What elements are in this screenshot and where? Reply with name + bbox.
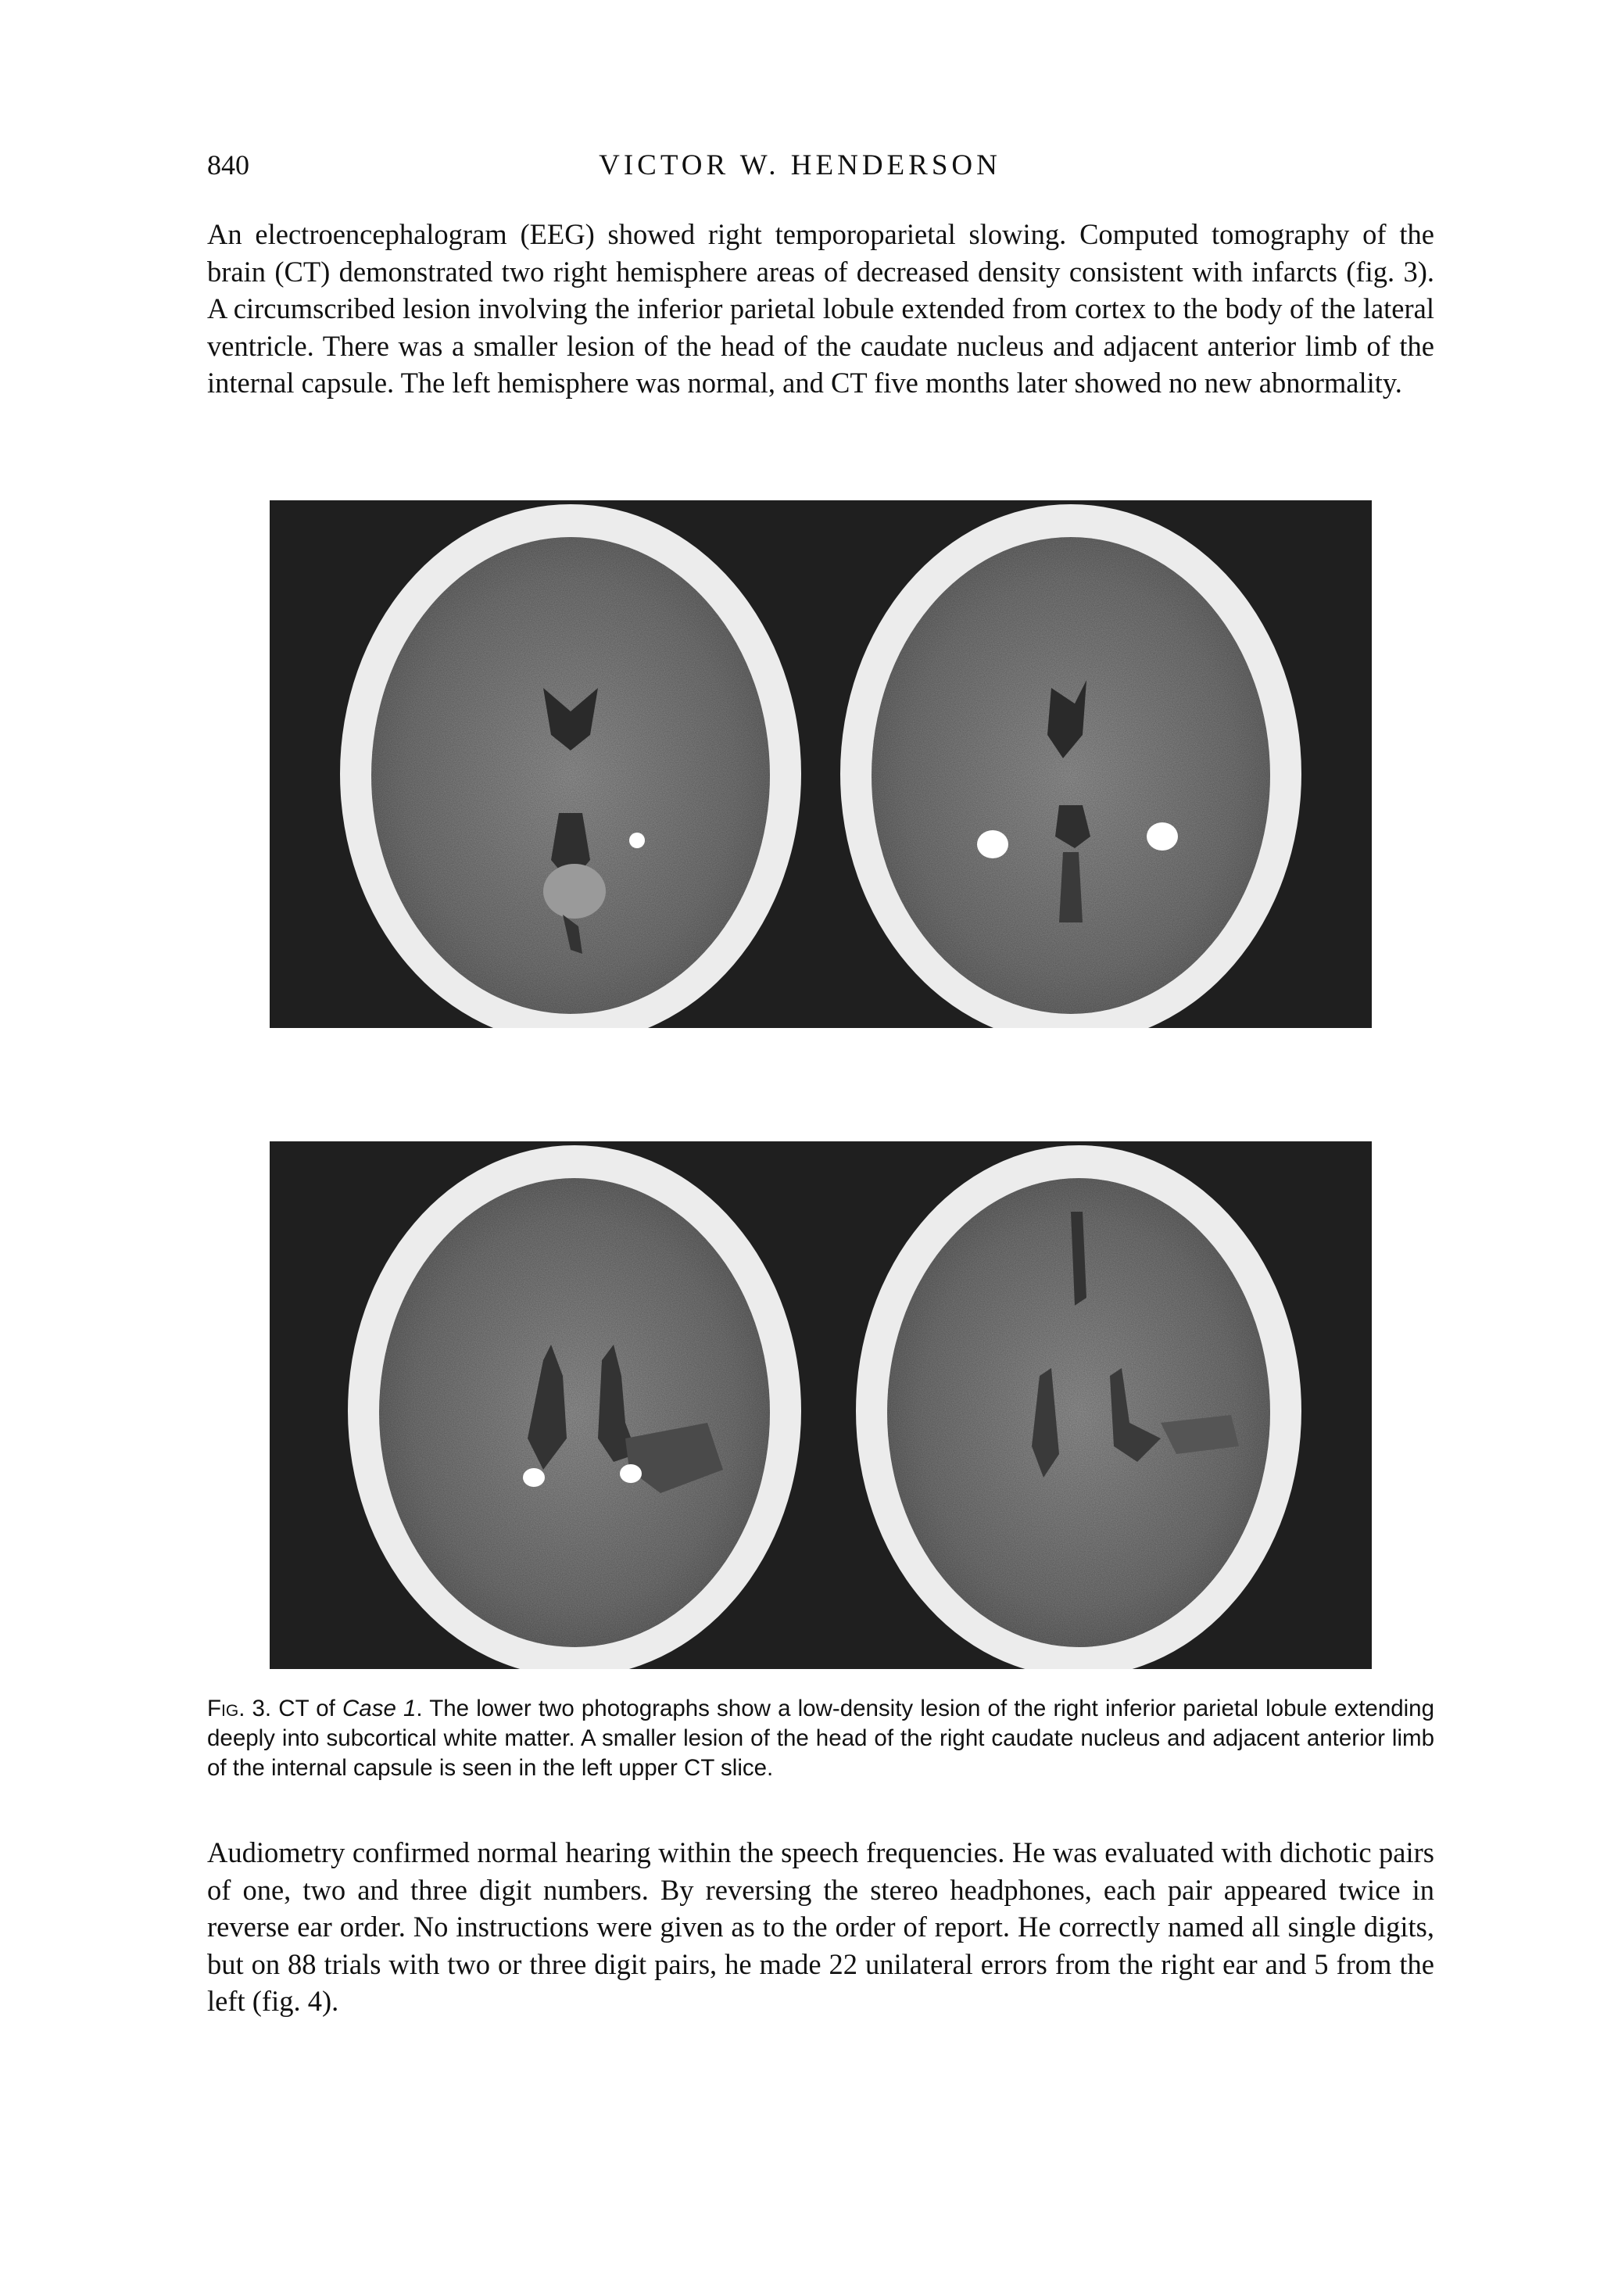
ct-slice-lower-right (856, 1145, 1301, 1669)
caption-lead: CT of (278, 1696, 335, 1721)
paragraph-audiometry: Audiometry confirmed normal hearing within the speech frequencies. He was evaluated with dichotic pairs of one, two and three digit numbers. By reversing the stereo headphones, each pair appeared twice in reverse ear order. No instructions were given as to the order of report. He correctly named all single digits, but on 88 trials with two or three digit pairs, he made 22 unilateral errors from the right ear and 5 from the left (fig. 4). (207, 1836, 1434, 2017)
ct-image-bottom-pair (270, 1141, 1372, 1669)
ct-slice-lower-left (348, 1145, 801, 1669)
ct-slice-upper-right (840, 504, 1301, 1028)
page-header (0, 149, 1600, 188)
paragraph-intro: An electroencephalogram (EEG) showed right temporoparietal slowing. Computed tomography of the brain (CT) demonstrated two right hemisphere areas of decreased density consistent with infarcts (fig. 3). A circumscribed lesion involving the inferior parietal lobule extended from cortex to the body of the lateral ventricle. There was a smaller lesion of the head of the caudate nucleus and adjacent anterior limb of the internal capsule. The left hemisphere was normal, and CT five months later showed no new abnormality. (207, 218, 1434, 399)
ct-slice-upper-left (340, 504, 801, 1028)
running-head: VICTOR W. HENDERSON (599, 149, 1001, 181)
figure-label: Fig. 3. (207, 1696, 272, 1721)
page-number: 840 (207, 149, 249, 181)
case-reference: Case 1 (342, 1696, 417, 1721)
caption-text: . The lower two photographs show a low-density lesion of the right inferior parietal lobule extending deeply into subcortical white matter. A smaller lesion of the head of the right caudate nucleus and adjacent anterior limb of the internal capsule is seen in the left upper CT slice. (207, 1696, 1435, 1781)
figure-caption (207, 1694, 1434, 1783)
ct-image-top-pair (270, 500, 1372, 1028)
